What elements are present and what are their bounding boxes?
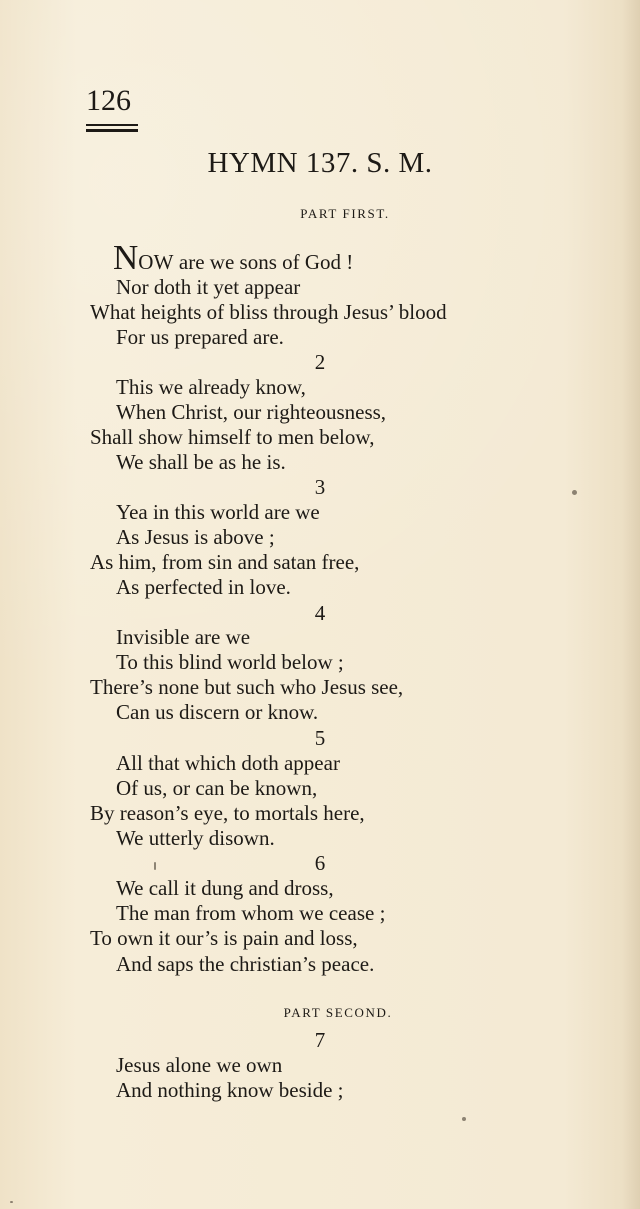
- verse-line: This we already know,: [116, 375, 306, 399]
- verse-line: And saps the christian’s peace.: [116, 952, 375, 976]
- part-second-heading: PART SECOND.: [283, 1005, 393, 1020]
- verse-line: And nothing know beside ;: [116, 1078, 344, 1102]
- stanza-number: 2: [314, 350, 326, 374]
- verse-line: We shall be as he is.: [116, 450, 286, 474]
- paper-mark: [154, 862, 156, 870]
- verse-line: The man from whom we cease ;: [116, 901, 386, 925]
- stanza-number: 3: [314, 475, 326, 499]
- stanza-number: 7: [314, 1028, 326, 1052]
- verse-line: We call it dung and dross,: [116, 876, 334, 900]
- verse-line: There’s none but such who Jesus see,: [90, 675, 404, 699]
- verse-line: Yea in this world are we: [116, 500, 320, 524]
- page-number-rule: [86, 124, 138, 134]
- first-word-small-caps: OW: [138, 250, 174, 274]
- verse-line: By reason’s eye, to mortals here,: [90, 801, 365, 825]
- verse-line: Of us, or can be known,: [116, 776, 318, 800]
- verse-line: Nor doth it yet appear: [116, 275, 301, 299]
- paper-speck: [10, 1201, 13, 1203]
- verse-line: As Jesus is above ;: [116, 525, 275, 549]
- verse-line: Jesus alone we own: [116, 1053, 283, 1077]
- verse-line: As perfected in love.: [116, 575, 291, 599]
- verse-line: To this blind world below ;: [116, 650, 344, 674]
- verse-line: For us prepared are.: [116, 325, 284, 349]
- verse-line: Can us discern or know.: [116, 700, 319, 724]
- page-number: 126: [86, 84, 131, 117]
- paper-speck: [572, 490, 577, 495]
- verse-line: We utterly disown.: [116, 826, 275, 850]
- paper-speck: [462, 1117, 466, 1121]
- stanza-number: 6: [314, 851, 326, 875]
- verse-line: As him, from sin and satan free,: [90, 550, 360, 574]
- verse-line: All that which doth appear: [116, 751, 340, 775]
- drop-cap-initial: N: [113, 238, 139, 277]
- first-verse-line: [113, 240, 353, 275]
- verse-line: To own it our’s is pain and loss,: [90, 926, 358, 950]
- stanza-number: 4: [314, 601, 326, 625]
- verse-line: When Christ, our righteousness,: [116, 400, 387, 424]
- stanza-number: 5: [314, 726, 326, 750]
- hymn-title: HYMN 137. S. M.: [207, 147, 433, 179]
- verse-line: Invisible are we: [116, 625, 251, 649]
- part-first-heading: PART FIRST.: [300, 206, 390, 221]
- verse-line: What heights of bliss through Jesus’ blood: [90, 300, 447, 324]
- first-line-rest: are we sons of God !: [173, 250, 354, 274]
- verse-line: Shall show himself to men below,: [90, 425, 375, 449]
